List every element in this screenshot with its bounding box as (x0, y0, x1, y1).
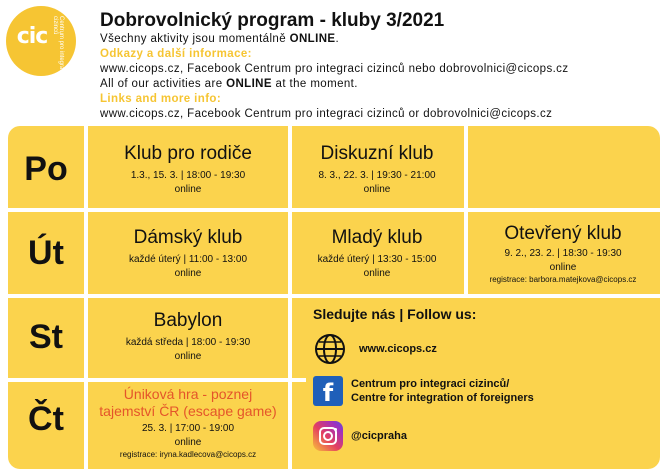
header (100, 10, 665, 122)
club-open (468, 222, 658, 286)
instagram-link[interactable]: @cicpraha (351, 430, 407, 442)
club-name-line-2: tajemství ČR (escape game) (99, 403, 277, 419)
club-name: Dámský klub (133, 227, 243, 248)
club-schedule: 9. 2., 23. 2. | 18:30 - 19:30 (504, 248, 622, 259)
links-heading-en: Links and more info: (100, 93, 222, 105)
online-note-cz-text: Všechny aktivity jsou momentálně (100, 33, 290, 45)
column-divider (288, 298, 292, 469)
online-note-en (100, 77, 665, 92)
club-discussion (292, 142, 462, 196)
contact-line-en: www.cicops.cz, Facebook Centrum pro integraci cizinců or dobrovolnici@cicops.cz (100, 108, 553, 120)
row-divider (8, 208, 660, 212)
links-heading-cz: Odkazy a další informace: (100, 48, 252, 60)
social-instagram[interactable] (313, 421, 407, 451)
club-schedule: 25. 3. | 17:00 - 19:00 (141, 423, 235, 434)
club-schedule: každé úterý | 11:00 - 13:00 (128, 254, 248, 265)
day-thursday: Čt (28, 400, 64, 438)
club-name-line-1: Úniková hra - poznej (123, 386, 253, 402)
online-note-en-text: All of our activities are (100, 78, 227, 90)
club-parents (90, 142, 286, 196)
club-ladies (90, 226, 286, 280)
club-schedule: 8. 3., 22. 3. | 19:30 - 21:00 (318, 170, 436, 181)
day-tuesday: Út (28, 234, 64, 272)
logo-ring-text: Centrum pro integraci cizinců (52, 16, 64, 74)
cic-logo (6, 6, 76, 76)
contact-line-cz: www.cicops.cz, Facebook Centrum pro integraci cizinců nebo dobrovolnici@cicops.cz (100, 63, 569, 75)
club-name: Babylon (153, 310, 223, 331)
row-divider (8, 294, 660, 298)
logo-text: cic (16, 24, 48, 49)
club-young (292, 226, 462, 280)
column-divider (84, 126, 88, 469)
club-mode: online (363, 184, 391, 195)
online-note-cz (100, 32, 665, 47)
club-mode: online (174, 351, 202, 362)
club-schedule: 1.3., 15. 3. | 18:00 - 19:30 (130, 170, 246, 181)
club-schedule: každá středa | 18:00 - 19:30 (125, 337, 251, 348)
club-babylon (90, 309, 286, 363)
club-escape-game (90, 386, 286, 461)
club-mode: online (174, 437, 202, 448)
online-note-cz-bold: ONLINE (289, 33, 336, 45)
facebook-icon: f (313, 376, 343, 406)
follow-us-heading: Sledujte nás | Follow us: (313, 306, 477, 322)
day-wednesday: St (29, 318, 63, 356)
social-web[interactable] (313, 332, 437, 366)
row-divider (8, 378, 306, 382)
facebook-name-cz: Centrum pro integraci cizinců/ (351, 378, 510, 390)
online-note-en-end: at the moment. (271, 78, 358, 90)
page-title: Dobrovolnický program - kluby 3/2021 (100, 10, 445, 31)
online-note-cz-end: . (335, 33, 340, 45)
website-link[interactable]: www.cicops.cz (359, 343, 437, 355)
club-name: Mladý klub (331, 227, 423, 248)
club-name: Otevřený klub (504, 223, 622, 244)
club-schedule: každé úterý | 13:30 - 15:00 (317, 254, 437, 265)
day-monday: Po (24, 150, 68, 188)
club-mode: online (549, 262, 577, 273)
club-name: Klub pro rodiče (124, 143, 252, 164)
club-name: Diskuzní klub (320, 143, 434, 164)
club-mode: online (363, 268, 391, 279)
club-mode: online (174, 184, 202, 195)
instagram-icon (313, 421, 343, 451)
facebook-link[interactable] (351, 377, 534, 405)
globe-icon (313, 332, 347, 366)
club-mode: online (174, 268, 202, 279)
online-note-en-bold: ONLINE (226, 78, 272, 90)
club-registration: registrace: barbora.matejkova@cicops.cz (489, 275, 637, 284)
facebook-name-en: Centre for integration of foreigners (351, 392, 534, 404)
club-registration: registrace: iryna.kadlecova@cicops.cz (119, 450, 257, 459)
social-facebook[interactable] (313, 376, 534, 406)
